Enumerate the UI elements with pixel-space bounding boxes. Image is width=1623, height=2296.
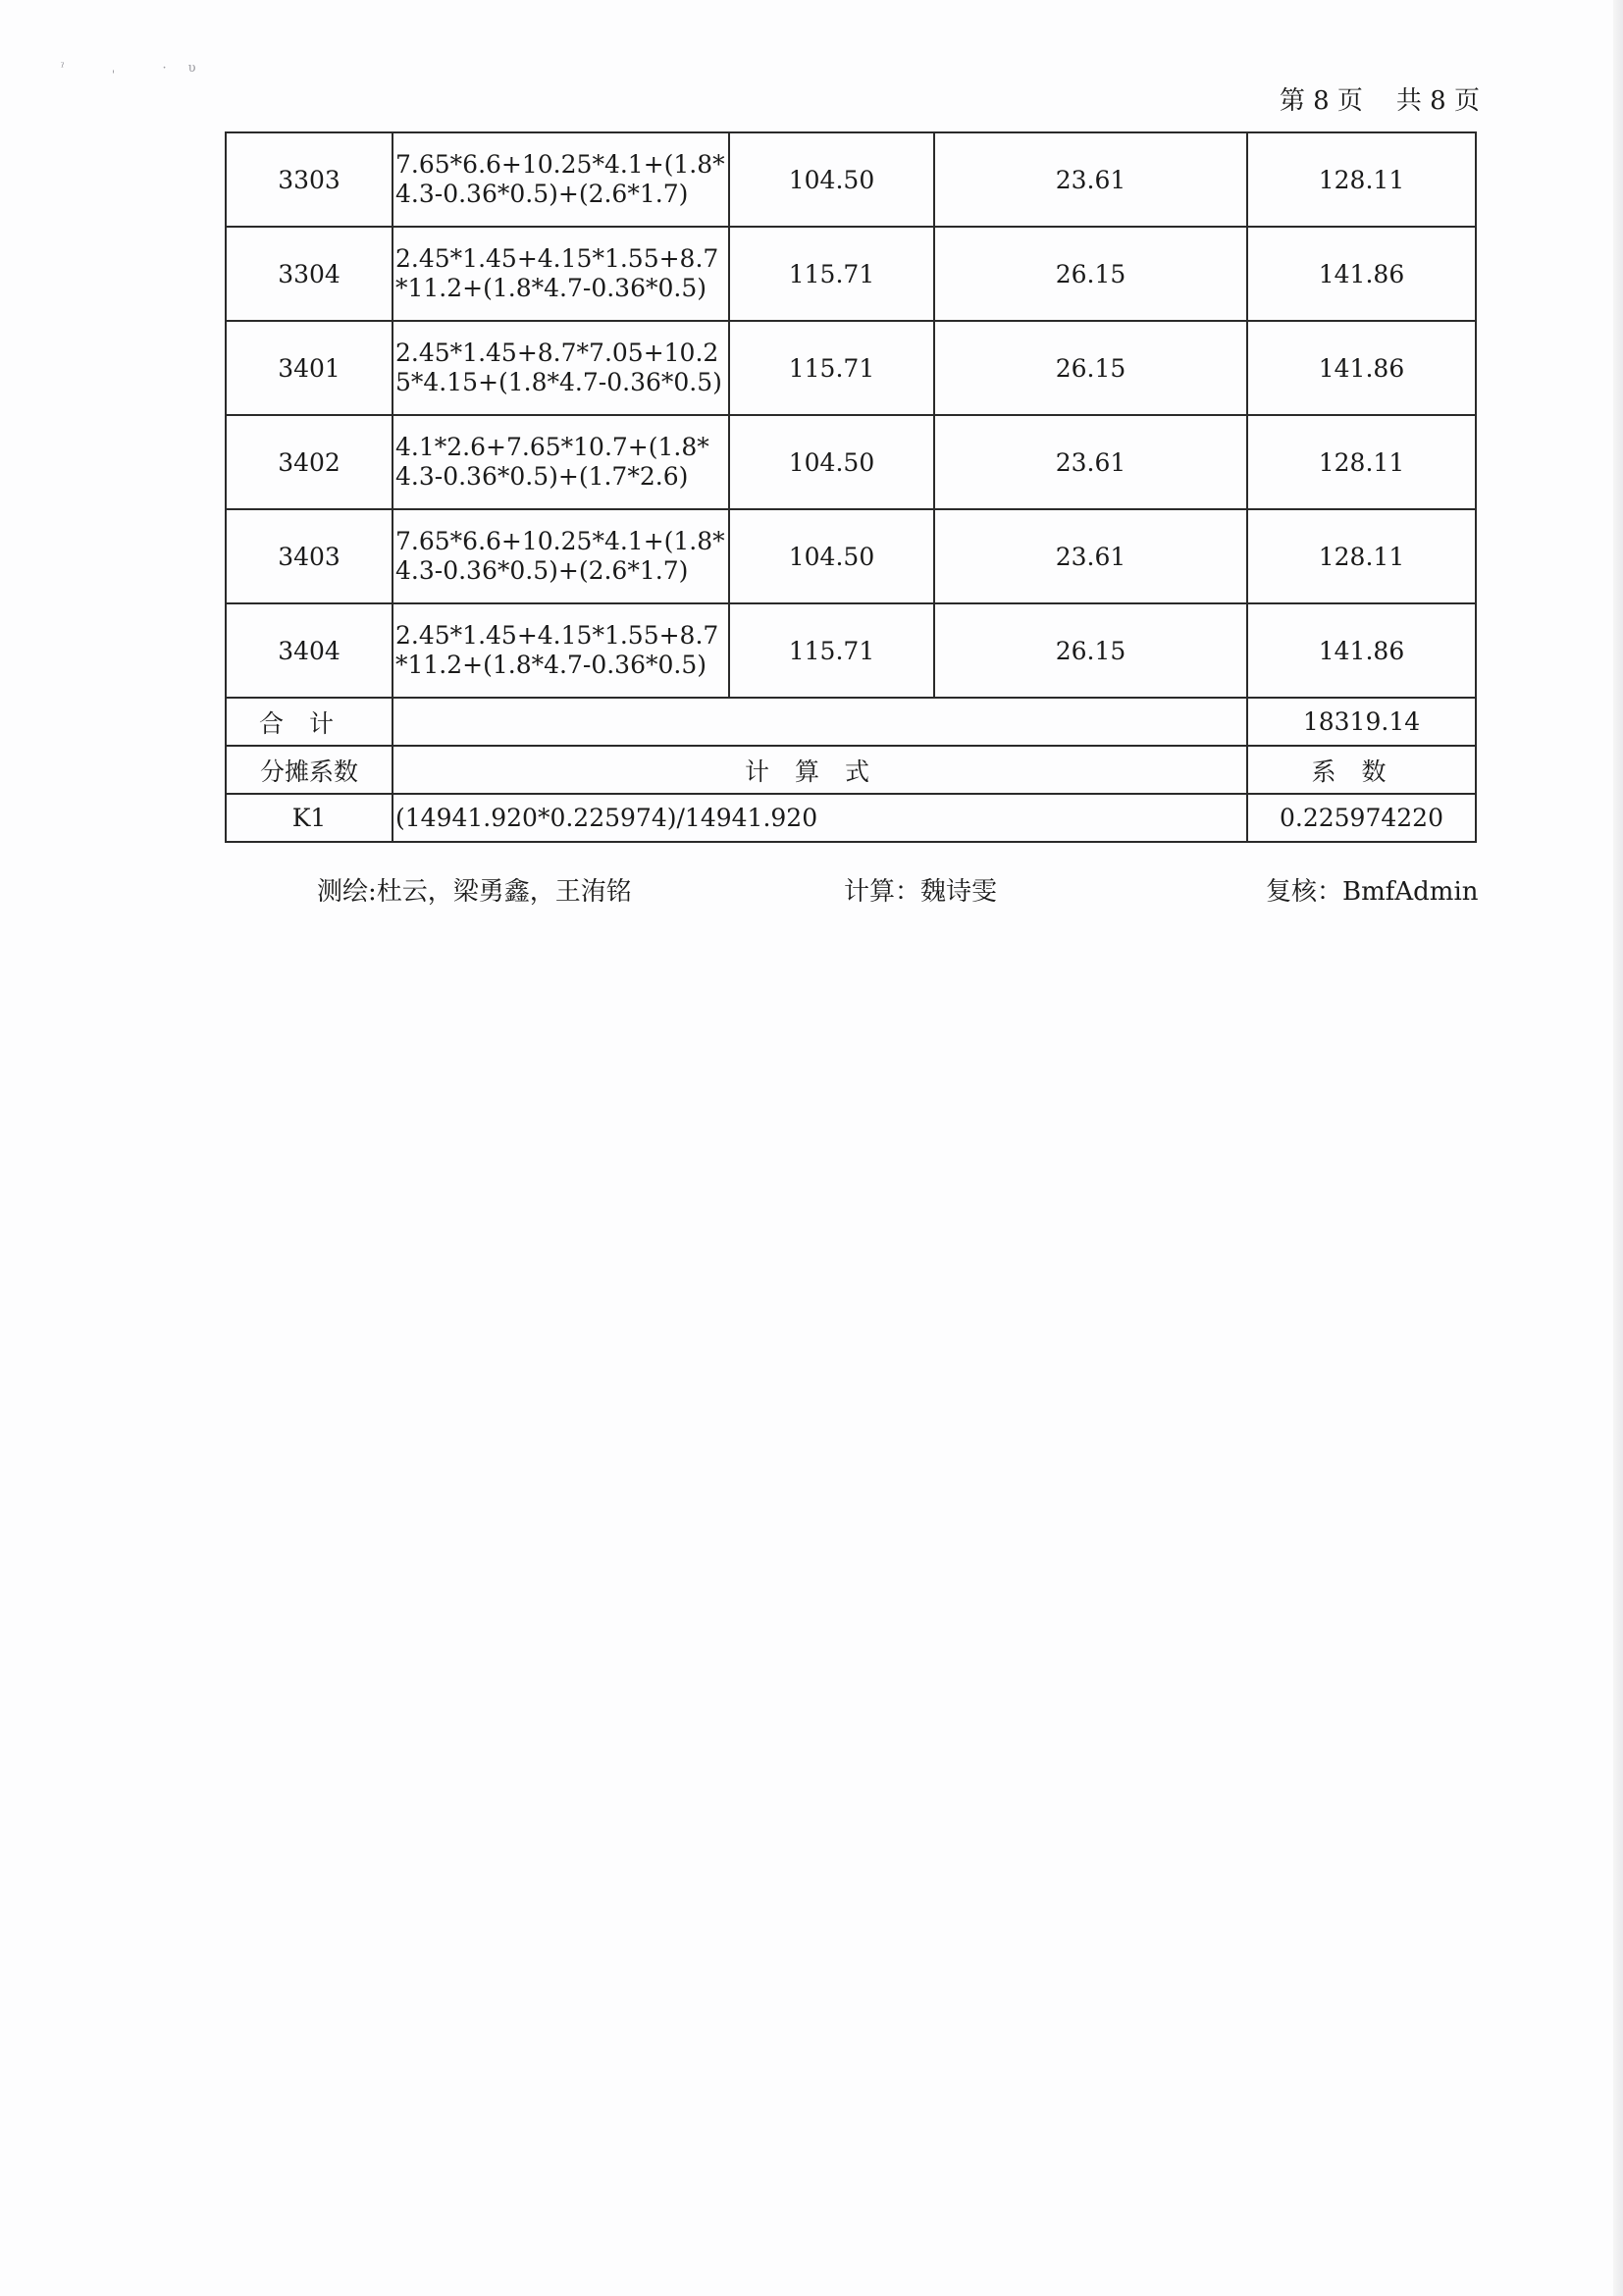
total-area-cell: 128.11	[1247, 132, 1476, 227]
coefficient-row	[226, 794, 1476, 842]
total-area-cell: 128.11	[1247, 509, 1476, 603]
page-number-header	[1280, 80, 1480, 117]
room-number-cell: 3404	[226, 603, 393, 698]
table-row	[226, 603, 1476, 698]
area-formula-cell: 2.45*1.45+4.15*1.55+8.7*11.2+(1.8*4.7-0.36*0.5)	[393, 227, 729, 321]
shared-area-cell: 26.15	[934, 603, 1247, 698]
shared-area-cell: 26.15	[934, 227, 1247, 321]
coefficient-header-row	[226, 746, 1476, 794]
area-value-cell: 115.71	[729, 227, 934, 321]
total-area-cell: 141.86	[1247, 227, 1476, 321]
shared-area-cell: 23.61	[934, 415, 1247, 509]
area-value-cell: 115.71	[729, 321, 934, 415]
area-formula-cell: 4.1*2.6+7.65*10.7+(1.8*4.3-0.36*0.5)+(1.7*2.6)	[393, 415, 729, 509]
signature-line	[0, 871, 1623, 911]
calculator-signature: 计算：魏诗雯	[844, 877, 998, 907]
table-row	[226, 321, 1476, 415]
area-formula-cell: 7.65*6.6+10.25*4.1+(1.8*4.3-0.36*0.5)+(2.6*1.7)	[393, 509, 729, 603]
area-value-cell: 115.71	[729, 603, 934, 698]
shared-area-cell: 23.61	[934, 509, 1247, 603]
coefficient-header-value: 系数	[1247, 746, 1476, 794]
shared-area-cell: 26.15	[934, 321, 1247, 415]
area-value-cell: 104.50	[729, 509, 934, 603]
coefficient-name: K1	[226, 794, 393, 842]
table-row	[226, 227, 1476, 321]
table-row	[226, 509, 1476, 603]
table-row	[226, 132, 1476, 227]
area-formula-cell: 7.65*6.6+10.25*4.1+(1.8*4.3-0.36*0.5)+(2.6*1.7)	[393, 132, 729, 227]
total-empty-cell	[393, 698, 1247, 746]
total-area-cell: 128.11	[1247, 415, 1476, 509]
reviewer-signature: 复核：BmfAdmin	[1266, 877, 1479, 907]
coefficient-header-label: 分摊系数	[226, 746, 393, 794]
area-value-cell: 104.50	[729, 132, 934, 227]
shared-area-cell: 23.61	[934, 132, 1247, 227]
room-number-cell: 3403	[226, 509, 393, 603]
area-calculation-table	[225, 131, 1477, 843]
scan-page-edge	[1613, 0, 1623, 2296]
total-value: 18319.14	[1247, 698, 1476, 746]
room-number-cell: 3304	[226, 227, 393, 321]
current-page-label: 第 8 页	[1279, 86, 1363, 116]
total-label: 合计	[226, 698, 393, 746]
room-number-cell: 3303	[226, 132, 393, 227]
room-number-cell: 3401	[226, 321, 393, 415]
total-area-cell: 141.86	[1247, 603, 1476, 698]
scan-artifact-marks: ˀ ˌ ·υ	[61, 61, 218, 76]
total-row	[226, 698, 1476, 746]
coefficient-header-formula: 计算式	[393, 746, 1247, 794]
table-row	[226, 415, 1476, 509]
surveyor-signature: 测绘:杜云，梁勇鑫，王洧铭	[317, 877, 632, 907]
total-pages-label: 共 8 页	[1395, 86, 1480, 116]
total-area-cell: 141.86	[1247, 321, 1476, 415]
area-formula-cell: 2.45*1.45+8.7*7.05+10.25*4.15+(1.8*4.7-0.36*0.5)	[393, 321, 729, 415]
coefficient-formula: (14941.920*0.225974)/14941.920	[393, 794, 1247, 842]
coefficient-value: 0.225974220	[1247, 794, 1476, 842]
area-value-cell: 104.50	[729, 415, 934, 509]
area-formula-cell: 2.45*1.45+4.15*1.55+8.7*11.2+(1.8*4.7-0.36*0.5)	[393, 603, 729, 698]
room-number-cell: 3402	[226, 415, 393, 509]
